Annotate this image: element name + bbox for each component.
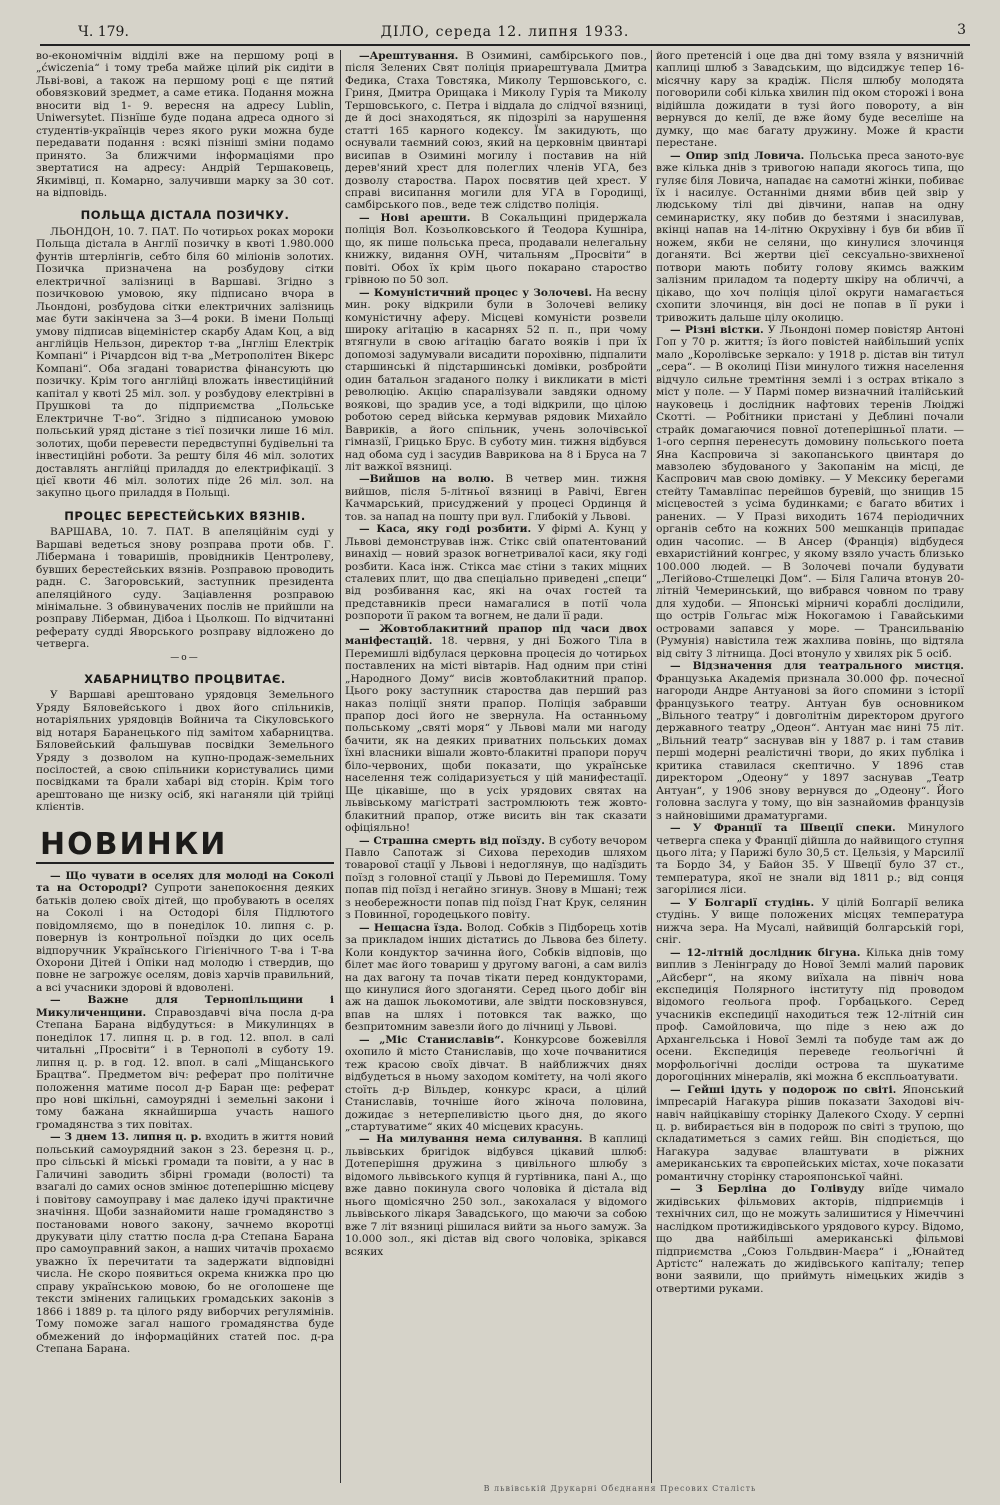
news-item [656,1084,964,1184]
news-item [36,1131,334,1355]
article-text: його претенсій і оце два дні тому взяла у вязничній каплиці шлюб з Завадським, що відсиджує тепер 16-місячну кару за крадіж. Після шлюбу молодята поговорили собі кілька хвилин під оком сторожі і вона відійшла дожидати в тузі його повороту, а він вернувся до келії, де вже йому буде веселіше на думку, що має багату дружину. Може й красти перестане. [656,50,964,150]
article-text: У Варшаві арештовано урядовця Земельного Уряду Бяловейського і двох його спільників, нотаріяльних урядовців Войнича та Сікуловського від нотаря Баранецького під замітом хабарництва. Бяловейський фальшував посвідки Земельного Уряду з дозволом на купно-продаж-земельних посілостей, а свою спільники користувались цими посвідками та брали хабарі від сторін. Крім того арештовано ще низку осіб, які наганяли цій трійці клієнтів. [36,689,334,814]
news-title: — Нові арешти. [359,211,471,224]
article-heading: ПОЛЬЩА ДІСТАЛА ПОЗИЧКУ. [80,208,290,223]
news-title: — Важне для Тернопільщини і Микуличенщини. [36,994,334,1019]
news-text: На весну мин. року відкрили були в Золочеві велику комуністичну аферу. Місцеві комуністи розвели широку агітацію в касарнях 52 п. п., при чому втягнули в свою агітацію багато вояків і при їх допомозі задумували висадити порохівню, підпалити старшинські й підстаршинські домівки, розбройти один батальон згаданого полку і викликати в місті революцію. Акцію спаралізували завдяки одному воякові, що зрадив усе, а тоді відкрили, що цілою роботою серед війська кермував рядовик Михайло Вавриків, а його спільник, учень золочівської гімназії, Грицько Брус. В суботу мин. тижня відбувся над обома суд і засудив Ваврикова на 8 і Бруса на 7 літ важкої вязниці. [345,286,647,473]
news-item [656,897,964,947]
news-item [656,1183,964,1295]
news-item [656,947,964,1084]
news-text: входить в життя новий польський самоурядний закон з 23. березня ц. р., про сільські й міські громади та повіти, а у нас в Галичині заводить збірні громади (волості) та взагалі до самих основ змінює дотеперішню місцеву і повітову самоуправу і має далеко ідучі практичне значіння. Щоби зазнайомити наше громадянство з постановами нового закону, зачнемо вкоротці друкувати цілу статтю посла д-ра Степана Барана про самоуправний закон, а наших читачів прохаємо уважно їх перечитати та задержати відповідні числа. Не скоро появиться окрема книжка про цю справу українською мовою, бо не оголошене ще тексти змінених галицьких громадських законів з 1866 і 1889 р. та цілого ряду виборчих регулямінів. Тому поможе загал нашого громадянства буде обмежений до інформаційних статей пос. д-ра Степана Барана. [36,1131,334,1356]
news-item [36,994,334,1131]
news-title: — Страшна смерть від поїзду. [359,834,545,847]
news-text: Польська преса заното-вує вже кілька днів з тривогою напади якогось типа, що гуляє біля Ловича, нападає на самотні жінки, побиває їх і насилує. Останніми днями вбив цей звір у людському тілі дві дівчини, напав на одну семинаристку, яку побив до безтями і знасилував, вкінці напав на 14-літню Окрухівну і був би вбив її ножем, якби не селяни, що кинулися злочинця доганяти. Всі жертви цієї сексуально-звихненої потвори мають побиту голову якимсь важким залізним приладом та подерту шкіру на обличчі, а цікаво, що хоч поліція цілої округи намагається схопити злочинця, він досі не попав в її руки і тривожить дальше цілу околицю. [656,149,964,324]
article-text: ЛЬОНДОН, 10. 7. ПАТ. По чотирьох роках мороки Польща дістала в Англії позичку в квоті 1.980.000 фунтів штерлінгів, себто біля 60 міліонів золотих. Позичка призначена на розбудову сітки електричної залізниці в Варшаві. Згідно з позичковою умовою, яку підписано вчора в Льондоні, розбудова сітки електричних залізниць має бути закінчена за 3—4 роки. В імени Польщі умову підписав віцеміністер скарбу Адам Коц, а від англійців Нельзон, директор т-ва „Інгліш Електрік Компані“ і Річардсон від т-ва „Метрополітен Вікерс Компані“. Оба згадані товариства фінансують цю позичку. Крім того англійці вложать інвестиційний капітал у квоті 25 міл. зол. у розбудову електрівні в Прушкові та до підприємства „Польське Електричне Т-во“. Згідно з підписаною умовою польський уряд дістане з тієї позички лише 16 міл. золотих, щоби перевести передвступні будівельні та інвестиційні роботи. За решту біля 46 міл. золотих доставлять англійці приладдя до електрифікації. З цієї квоти 46 міл. золотих піде 26 міл. зол. на закупно цього приладдя в Польщі. [36,225,334,500]
news-title: — Жовтоблакитний прапор під часи двох маніфестацій. [345,622,647,648]
news-text: У цілій Болгарії велика студінь. У вище положених місцях температура нижча зера. На Мусалі, найвищій болгарській горі, сніг. [656,896,964,947]
news-title: — З Берліна до Голівуду [670,1183,865,1196]
news-item [656,150,964,324]
news-text: В суботу вечором Павло Сапотаж зі Сихова переходив шляхом товарової стації у Львові і недоглянув, що надїздить поїзд з головної стації у Львові до Перемишля. Тому попав під поїзд і негайно згинув. Знову в Мшані; теж з необережности попав під поїзд Гнат Крук, селянин з Повинної, городецького повіту. [345,834,647,922]
page-header [40,22,970,46]
news-text: Волод. Собків з Підборець хотів за прикладом інших дістатись до Львова без білету. Коли кондуктор зачинна його, Собків відповів, що білет має його товариш у другому вагоні, а сам виліз на дах вагону та почав тікати перед кондукторами, що кинулися його здоганяти. Серед цього добіг він аж на дашок льокомотиви, але звідти посковзнувся, впав на шлях і потовкся так важко, що безпритомним завезли його до лічниці у Львові. [345,921,647,1034]
news-text: Японський імпресарій Нагакура рішив показати Заходові віч-навіч найцікавішу сторінку Далекого Сходу. У серпні ц. р. вибирається він в подорож по світі з трупою, що складатиметься з самих гейш. Він сподіється, що Нагакура задуває влаштувати в ріжних американських та європейських містах, хоче показати романтичну сторінку старояпонської чайні. [656,1083,964,1183]
issue-number: Ч. 179. [78,24,129,40]
masthead-title: ДІЛО, середа 12. липня 1933. [380,24,630,40]
article-text: ВАРШАВА, 10. 7. ПАТ. В апеляційнім суді у Варшаві ведеться знову розправа проти обв. Г. Лібермана і товаришів, провідників Центролеву, бувших берестейських вязнів. Розправою проводить радн. С. Загоровський, заступник президента апеляційного суду. Заціавлення розправою мінімальне. З обвинувачених послів не прийшли на розправу Ліберман, Дібоа і Цьолкош. По відчитанні реферату судді Яворського розправу відложено до четверга. [36,526,334,651]
news-text: Справоздавчі віча посла д-ра Степана Барана відбудуться: в Микулинцях в понеділок 17. липня ц. р. в год. 12. впол. в салі читальні „Просвіти“ і в Тернополі в суботу 19. липня ц. р. в год. 12. впол. в салі „Міщанського Брацтва“. Предметом віч: реферат про політичне положення матиме посол д-р Баран ще: реферат про нові шкільні, самоурядні і земельні закони і тому бажана якнайширша участь нашого громадянства з тих повітах. [36,1006,334,1131]
news-item [656,660,964,822]
news-item [345,835,647,922]
news-item [345,50,647,212]
news-item [656,324,964,660]
news-text: 18. червня, у дні Божого Тіла в Перемишлі відбулася церковна процесія до чотирьох поставлених на місті вівтарів. Над одним при стіні „Народного Дому“ висів жовтоблакитний прапор. Цього року заступник староства дав перший раз наказ поліції зняти прапор. Поліція забравши прапор досі його не звернула. На останньому польському „святі моря“ у Львові мали ми нагоду бачити, як на деяких приватних польських домах їхні власники вішали жовто-блакитні прапори поруч біло-червоних, щоби показати, що українське населення теж солідаризується у цій манифестації. Ще цікавіше, що в усіх урядових святах на львівському магістраті застромлюють теж жовто-блакитний прапор, отже висить він так сказати офіціяльно! [345,635,647,835]
news-item [345,1034,647,1134]
news-text: В каплиці львівських бригідок відбувся цікавий шлюб: Дотеперішня дружина з цивільного шлюбу з відомого львівського купця й гуртівника, пані А., що вже давно покинула свого чоловіка й дістала від нього щомісячно 250 зол., закохалася у відомого львівського лікаря Завадського, що маючи за собою вже 7 літ вязниці рішилася вийти за нього замуж. За 10.000 зол., які дістав від свого чоловіка, зрікався всяких [345,1133,647,1258]
printer-imprint: В львівській Друкарні Обєднання Пресових Сталість [483,1484,757,1493]
news-item [345,623,647,835]
article-text: во-економічнім відділі вже на першому році в „ćwiczenia“ і тому треба майже цілий рік сидіти в Льві-вові, а також на першому році є ще пятий обовязковий зредмет, а саме етика. Подання можна вносити від 1- 9. вересня на адресу Lublin, Uniwersytet. Пізнїше буде подана адреса одного зі студентів-українців через якого руки можна буде передавати подання : всякі пізніші зміни подамо принято. За ближчими інформаціями про звертатися на адресу: Андрій Тершаковець, Якимівці, п. Комарно, залучивши марку за 30 сот. на відповідь. [36,50,334,199]
news-text: В Сокальщині придержала поліція Вол. Козьолковського й Теодора Кушніра, що, як пише польська преса, продавали нелегальну книжку, видання ОУН, читальням „Просвіти“ в повіті. Обох їх крім цього покарано староство грівною по 50 зол. [345,211,647,287]
news-text: виїде чимало жидівських фільмових акторів, підприємців і технічних сил, що не можуть залишитися у Німеччині наслідком протижидівського урядового курсу. Відомо, що два найбільші американські фільмові підприємства „Союз Гольдвин-Маєра“ і „Юнайтед Артістс“ належать до жидівського капіталу; тепер вони заявили, що приймуть німецьких жидів з отвертими руками. [656,1183,964,1295]
news-item [345,212,647,287]
news-text: Французька Академія признала 30.000 фр. почесної нагороди Андре Антуанові за його спомини з історії французького театру. Антуан був основником „Вільного театру“ і довголітнім директором другого державного театру „Одеон“. Антуан має нині 75 літ. „Вільний театр“ заснував він у 1887 р. і там ставив перші модерні реалістичні твори, до яких публіка і критика ставилася скептично. У 1896 став директором „Одеону“ у 1897 заснував „Театр Антуан“, у 1906 знову вернувся до „Одеону“. Його головна заслуга у тому, що він зазнайомив французів з найновішими драматургами. [656,672,964,822]
news-item [345,1133,647,1258]
article-heading: ХАБАРНИЦТВО ПРОЦВИТАЄ. [84,671,286,686]
news-title: — Відзначення для театрального мистця. [670,660,964,673]
news-title: — Каса, яку годі розбити. [359,523,532,536]
news-title: — На милування нема силування. [359,1133,583,1146]
news-title: — Що чувати в оселях для молоді на Соколі та на Остородрі? [36,869,334,895]
news-item [36,870,334,995]
news-title: — У Болгарії студінь. [670,896,815,909]
column-2 [345,50,647,1487]
news-item [345,473,647,523]
news-title: — 12-літній дослідник бігуна. [670,946,861,959]
column-rule [340,50,341,1483]
news-title: — У Франції та Швеції спеки. [670,822,896,835]
news-text: В Озимині, самбірського пов., після Зелених Свят поліція приарештувала Дмитра Федика, Стаха Товстяка, Миколу Тершовського, с. Гриня, Дмитра Орищака і Миколу Гурія та Миколу Тершовського, с. Петра і віддала до слідчої вязниці, де й досі знаходяться, як підозрілі за нарушення статті 165 карного кодексу. Їм закидують, що оснували таємний союз, який на церковнім цвинтарі висипав в Озимині могилу і поставив на ній дерев'яний хрест для полеглих членів УГА, без дозволу староства. Парох посвятив цей хрест. У справі висипання могили для УГА в Городищі, самбірського пов., веде теж слідство поліція. [345,50,647,212]
news-text: У Льондоні помер повістяр Антоні Гоп у 70 р. життя; їз його повістей найбільший успіх мало „Королівське зеркало: у 1918 р. дістав він титул „сера“. — В околиці Пізи минулого тижня населення відчуло сильне тремтіння землі і з острах втікало з міст у поле. — У Пармі помер визначний італійський науковець і дослідник нафтових теренів Люіджі Скотті. — Робітники пристані у Деблині почали страйк домагаючися повної дотеперішньої плати. — 1-ого серпня перенесуть домовину польського поета Яна Каспровича зі закопанського цвинтаря до мавзолею збудованого у Закопанім на місці, де Каспрович мав свою домівку. — У Мексику берегами стейту Тамавліпас перейшов буревій, що знищив 15 місцевостей з усіма будинками; є багато вбитих і ранених. — У Празі виходить 1674 періодичних органів себто на кожних 500 мешканців припадає один часопис. — В Ансер (Франція) відбудеся евхаристійний конгрес, у якому взяло участь близько 100.000 людей. — В Золочеві почали будувати „Легійово-Стшелецкі Дом“. — Біля Галича втонув 20-літній Чемеринський, що вибрався човном по траву для худоби. — Японські мірничі кораблі дослідили, що острів Гольгас між Нокогамою і Гавайськими островами запався у море. — Трансильванію (Румунія) навістила теж жахлива повінь, що відтяла від світу 3 літнища. Досі втонуло у хвилях рік 5 осіб. [656,323,964,660]
page-number: 3 [957,22,966,38]
news-title: —Арештування. [359,50,459,62]
news-item [345,523,647,623]
news-title: — Комуністичний процес у Золочеві. [359,286,593,299]
news-text: В четвер мин. тижня вийшов, після 5-літньої вязниці в Равічі, Евген Качмарський, присуджений у процесі Ординця й тов. за напад на пошту при вул. Глибокій у Львові. [345,473,647,523]
news-title: — З днем 13. липня ц. р. [50,1131,202,1144]
news-title: — Гейші ідуть у подорож по світі. [670,1083,897,1096]
news-text: Супроти занепокоєння деяких батьків долею своїх дітей, що пробувають в оселях на Соколі і на Остодорі біля Підлютого повідомляємо, що в понеділок 10. липня с. р. повернув із контрольної поїздки до цих осель відпоручник Українського Гігієнічного Т-ва і Т-ва Охорони Дітей і Опіки над молодю і ствердив, що повне не загрожує оселям, довіз харчів правильний, а всі учасники здорові й вдоволені. [36,882,334,994]
news-title: — „Міс Станиславів“. [359,1033,505,1046]
news-text: Минулого четверга спека у Франції дійшла до найвищого ступня цього літа; у Парижі було 30,5 ст. Цельзія, у Марсилії та Бордо 34, у Байон 35. У Швеції було 37 ст., температура, якої не знали від 1811 р.; від сонця загорілися ліси. [656,822,964,897]
news-text: Кілька днів тому виплив з Ленінграду до Нової Землі малий паровик „Айсберг“, на якому виїхала на північ нова експедиція Полярного інституту під проводом відомого геольога проф. Горбацького. Серед учасників експедиції находиться теж 12-літній син проф. Самойловича, що піде з нею аж до Архангельська і Нової Землі та побуде там аж до осени. Експедиція переведе геольогічні й морфольогічні досліди острова та шукатиме дорогоцінних мінералів, які можна б експльоатувати. [656,946,964,1084]
news-item [345,922,647,1034]
news-title: — Опир зпід Ловича. [670,149,805,162]
news-text: У фірмі А. Кунц у Львові демонстрував інж. Стікс свій опатентований винахід — новий зразок вогнетривалої каси, яку годі розбити. Каса інж. Стікса має стіни з таких міцних сталевих плит, що два спеціально приведені „специ“ від розбивання кас, які на очах гостей та представників преси намагалися в потії чола розпороти її раком та вогнем, не дали її ради. [345,523,647,623]
column-3 [656,50,964,1487]
separator: —o— [170,652,200,663]
news-text: Конкурсове божевілля охопило й місто Станиславів, що хоче почванитися теж красою своїх дівчат. В найближчих днях відбудеться в ньому заходом комітету, на чолі якого стоїть д-р Вільдер, конкурс краси, а цілий Станиславів, точніше його жіноча половина, дожидає з нетерпеливістю цього дня, до якого „стартуватиме“ яких 40 місцевих красунь. [345,1033,647,1133]
news-title: —Вийшов на волю. [359,473,495,486]
news-title: — Різні вістки. [670,323,764,336]
section-rubric: НОВИНКИ [36,828,334,864]
news-item [656,822,964,897]
column-1 [36,50,334,1487]
article-heading: ПРОЦЕС БЕРЕСТЕЙСЬКИХ ВЯЗНІВ. [64,508,306,523]
news-title: — Нещасна їзда. [359,921,463,934]
news-item [345,287,647,474]
column-rule [651,50,652,1483]
